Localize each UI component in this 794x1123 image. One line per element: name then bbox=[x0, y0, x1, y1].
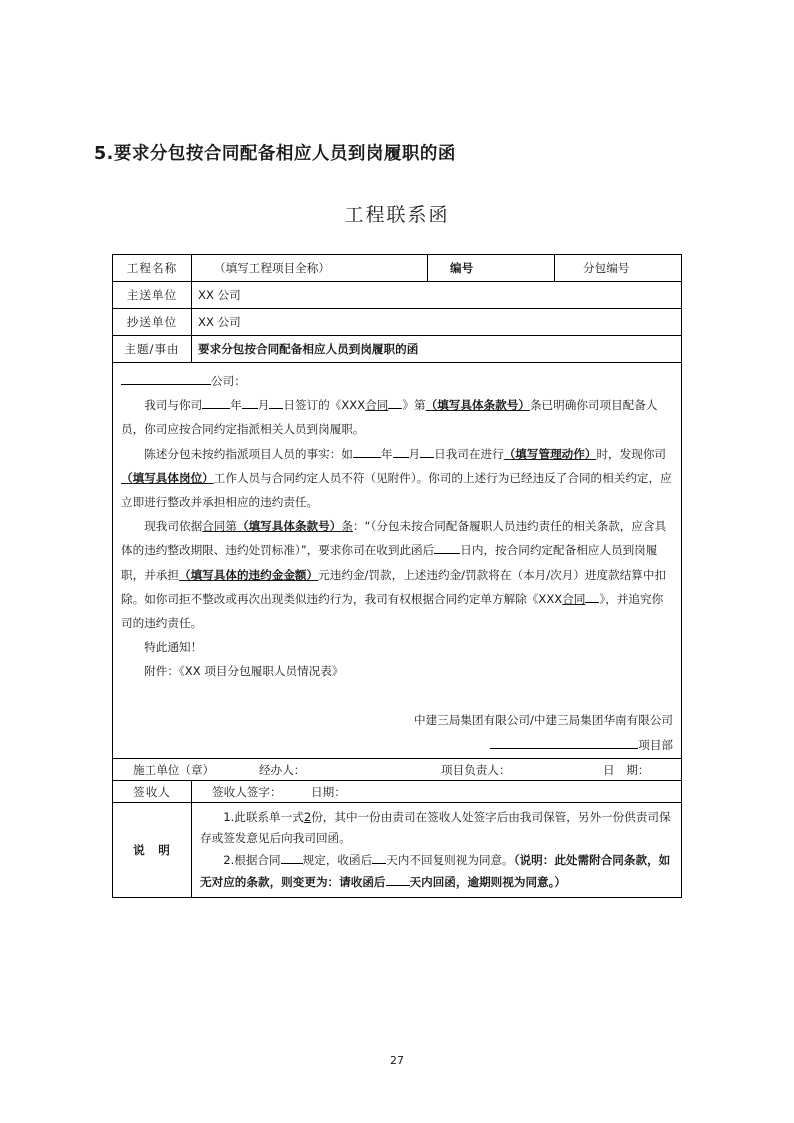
salutation-line bbox=[121, 369, 673, 393]
month-blank[interactable] bbox=[242, 394, 258, 409]
days-blank[interactable] bbox=[434, 539, 460, 554]
p1-text-b: 年 bbox=[230, 398, 242, 413]
copies-count: 2 bbox=[303, 810, 312, 824]
note2-text-a: 2.根据合同 bbox=[223, 853, 281, 867]
p3-text-f: 日内，按合同约定配备相应人员到岗履职，并承担 bbox=[121, 543, 658, 582]
recipient-blank[interactable] bbox=[121, 370, 211, 385]
project-dept-text: 项目部 bbox=[638, 737, 674, 752]
main-recipient-value[interactable]: XX 公司 bbox=[192, 282, 682, 309]
subject-label: 主题/事由 bbox=[113, 336, 192, 363]
notes-content bbox=[192, 803, 682, 898]
p3-penalty-amount: （填写具体的违约金金额） bbox=[178, 567, 319, 582]
reply-days-blank[interactable] bbox=[372, 849, 386, 864]
p3-contract-underlined: 合同 bbox=[562, 591, 586, 606]
year-blank[interactable] bbox=[202, 394, 230, 409]
p1-text-d: 日签订的《XXX bbox=[283, 398, 366, 413]
p2-text-f: 时，发现你司 bbox=[596, 446, 667, 461]
date-label[interactable]: 日 期： bbox=[603, 762, 650, 777]
construction-unit-row bbox=[113, 759, 682, 781]
note2-text-e: 天内回函，逾期则视为同意。） bbox=[409, 875, 567, 889]
receiver-date-label: 日期： bbox=[311, 784, 346, 799]
receiver-row bbox=[113, 781, 682, 803]
contact-letter-table bbox=[112, 254, 682, 898]
p1-text-f: 》第 bbox=[402, 398, 426, 413]
project-dept-line bbox=[121, 733, 673, 758]
signature-block bbox=[121, 708, 673, 758]
construction-unit-cell bbox=[113, 759, 682, 781]
cc-value[interactable]: XX 公司 bbox=[192, 309, 682, 336]
p2-management-action: （填写管理动作） bbox=[503, 446, 597, 461]
section-title: 5.要求分包按合同配备相应人员到岗履职的函 bbox=[94, 144, 456, 164]
p2-position: （填写具体岗位） bbox=[121, 470, 214, 485]
p3-text-e: ：“（分包未按合同配备履职人员违约责任的相关条款，应含具体的违约整改期限、违约处罚标准）”，要求你司在收到此函后 bbox=[121, 519, 667, 558]
p1-text-c: 月 bbox=[257, 398, 270, 413]
note2-text-d: （说明：此处需附合同条款，如无对应的条款，则变更为：请收函后 bbox=[200, 853, 671, 889]
p3-clause-number: （填写具体条款号） bbox=[236, 519, 342, 534]
contract-clause-blank[interactable] bbox=[281, 849, 303, 864]
year-blank[interactable] bbox=[353, 443, 381, 458]
note-line-1 bbox=[200, 807, 673, 849]
number-label: 编号 bbox=[428, 255, 555, 282]
document-title: 工程联系函 bbox=[344, 204, 450, 226]
project-name-label: 工程名称 bbox=[113, 255, 192, 282]
note2-text-c: 天内不回复则视为同意。 bbox=[386, 853, 514, 867]
notes-label: 说 明 bbox=[113, 803, 192, 898]
note1-text-a: 1.此联系单一式 bbox=[223, 810, 304, 824]
p1-clause-number: （填写具体条款号） bbox=[425, 398, 530, 413]
p3-text-d: 条 bbox=[341, 519, 353, 534]
paragraph-1 bbox=[121, 393, 673, 441]
p1-text-h: 条已明确你司项目配备人员，你司应按合同约定指派相关人员到岗履职。 bbox=[121, 398, 658, 437]
main-recipient-label: 主送单位 bbox=[113, 282, 192, 309]
p1-contract-underlined: 合同 bbox=[365, 398, 389, 413]
reply-days-blank-2[interactable] bbox=[386, 871, 410, 886]
number-value[interactable]: 分包编号 bbox=[555, 255, 682, 282]
day-blank[interactable] bbox=[269, 394, 283, 409]
p3-text-a: 现我司依据 bbox=[144, 519, 203, 534]
p2-text-b: 年 bbox=[380, 446, 393, 461]
p2-text-h: 工作人员与合同约定人员不符（见附件）。你司的上述行为已经违反了合同的相关约定，应立即进行整改并承担相应的违约责任。 bbox=[121, 470, 672, 510]
letter-body[interactable] bbox=[113, 363, 682, 759]
month-blank[interactable] bbox=[393, 443, 409, 458]
contract-blank[interactable] bbox=[388, 394, 402, 409]
p3-text-h: 元违约金/罚款，上述违约金/罚款将在（本月/次月）进度款结算中扣除。如你司拒不整改或再次出现类似违约行为，我司有权根据合同约定单方解除《XXX bbox=[121, 567, 667, 606]
notes-row bbox=[113, 803, 682, 898]
note2-text-b: 规定，收函后 bbox=[302, 853, 373, 867]
p3-text-j: 》，并追究你司的违约责任。 bbox=[121, 591, 664, 631]
company-name: 中建三局集团有限公司/中建三局集团华南有限公司 bbox=[414, 712, 674, 727]
p2-text-a: 陈述分包未按约指派项目人员的事实：如 bbox=[144, 446, 353, 461]
main-recipient-row bbox=[113, 282, 682, 309]
salutation-text: 公司： bbox=[211, 374, 246, 388]
subject-row bbox=[113, 336, 682, 363]
project-leader-label[interactable]: 项目负责人： bbox=[441, 762, 511, 777]
construction-unit-label: 施工单位（章） bbox=[133, 762, 215, 777]
letter-body-row bbox=[113, 363, 682, 759]
receiver-signature-label: 签收人签字： bbox=[212, 784, 282, 799]
cc-row bbox=[113, 309, 682, 336]
project-name-row bbox=[113, 255, 682, 282]
note-line-2 bbox=[200, 849, 673, 893]
paragraph-2 bbox=[121, 442, 673, 515]
handler-label[interactable]: 经办人： bbox=[259, 762, 306, 777]
cc-label: 抄送单位 bbox=[113, 309, 192, 336]
receiver-cell[interactable] bbox=[192, 781, 682, 803]
project-name-value[interactable]: （填写工程项目全称） bbox=[192, 255, 428, 282]
notice-line: 特此通知！ bbox=[144, 640, 203, 655]
p1-text-a: 我司与你司 bbox=[144, 398, 203, 413]
day-blank[interactable] bbox=[420, 443, 434, 458]
page-number: 27 bbox=[390, 1054, 404, 1067]
contract-blank[interactable] bbox=[585, 588, 599, 603]
attachment-line: 附件：《XX 项目分包履职人员情况表》 bbox=[144, 664, 344, 679]
p3-contract-clause: 合同第 bbox=[202, 519, 237, 534]
p2-text-d: 日我司在进行 bbox=[434, 446, 504, 461]
receiver-label: 签收人 bbox=[113, 781, 192, 803]
subject-value[interactable]: 要求分包按合同配备相应人员到岗履职的函 bbox=[192, 336, 682, 363]
p2-text-c: 月 bbox=[408, 446, 421, 461]
note1-text-c: 份，其中一份由责司在签收人处签字后由我司保管，另外一份供责司保存或签发意见后向我司回函。 bbox=[200, 810, 671, 845]
paragraph-3 bbox=[121, 514, 673, 635]
project-dept-blank[interactable] bbox=[490, 734, 638, 749]
